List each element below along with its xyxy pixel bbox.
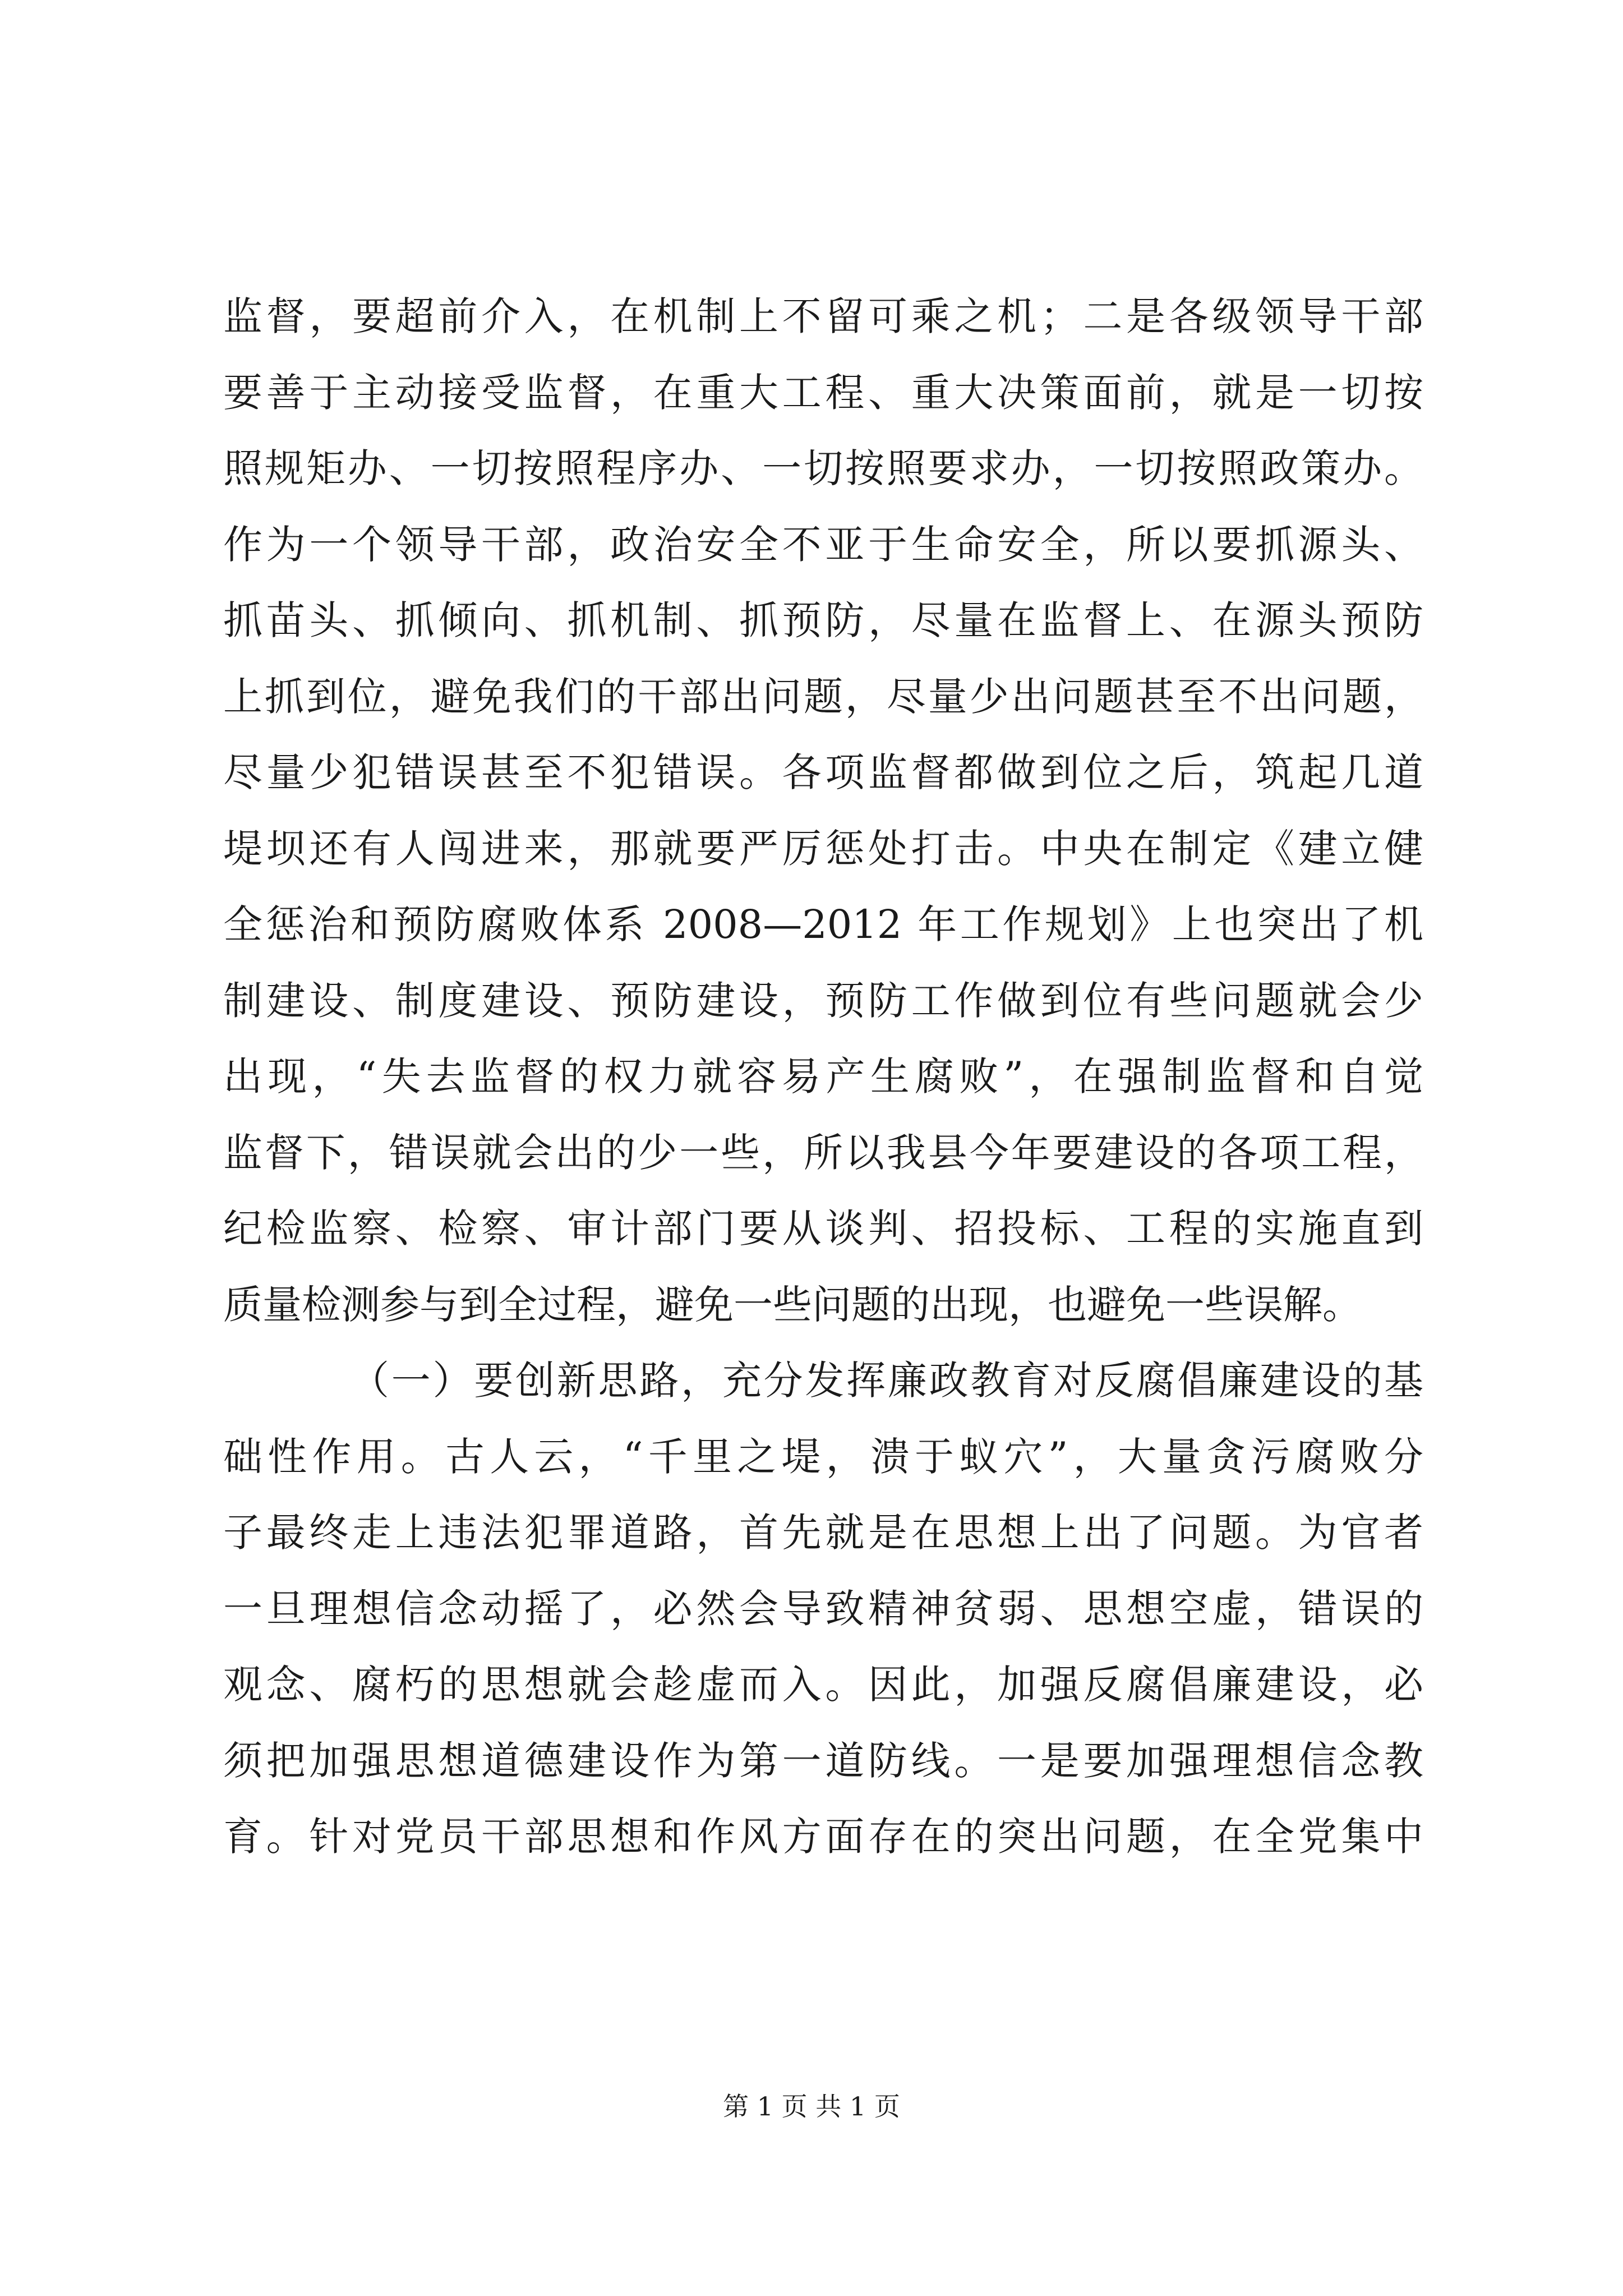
text-line: 出现，“失去监督的权力就容易产生腐败”，在强制监督和自觉	[223, 1053, 1423, 1099]
text-line: 监督，要超前介入，在机制上不留可乘之机；二是各级领导干部	[223, 293, 1423, 339]
body-text	[223, 289, 1423, 1886]
text-line: 质量检测参与到全过程，避免一些问题的出现，也避免一些误解。	[223, 1281, 1362, 1328]
text-line: 观念、腐朽的思想就会趁虚而入。因此，加强反腐倡廉建设，必	[223, 1662, 1423, 1708]
text-line: 全惩治和预防腐败体系 2008—2012 年工作规划》上也突出了机	[223, 901, 1423, 947]
text-line: 堤坝还有人闯进来，那就要严厉惩处打击。中央在制定《建立健	[223, 825, 1423, 872]
text-line: 作为一个领导干部，政治安全不亚于生命安全，所以要抓源头、	[223, 521, 1423, 568]
text-line: 纪检监察、检察、审计部门要从谈判、招投标、工程的实施直到	[223, 1205, 1423, 1251]
text-line: （一）要创新思路，充分发挥廉政教育对反腐倡廉建设的基	[350, 1358, 1423, 1404]
text-line: 制建设、制度建设、预防建设，预防工作做到位有些问题就会少	[223, 977, 1423, 1024]
page-footer: 第 1 页 共 1 页	[723, 2091, 900, 2122]
text-line: 抓苗头、抓倾向、抓机制、抓预防，尽量在监督上、在源头预防	[223, 597, 1423, 643]
text-line: 一旦理想信念动摇了，必然会导致精神贫弱、思想空虚，错误的	[223, 1585, 1423, 1632]
text-line: 育。针对党员干部思想和作风方面存在的突出问题，在全党集中	[223, 1814, 1423, 1860]
text-line: 上抓到位，避免我们的干部出问题，尽量少出问题甚至不出问题，	[223, 673, 1423, 720]
text-line: 础性作用。古人云，“千里之堤，溃于蚁穴”，大量贪污腐败分	[223, 1433, 1423, 1480]
text-line: 监督下，错误就会出的少一些，所以我县今年要建设的各项工程，	[223, 1129, 1423, 1176]
text-line: 尽量少犯错误甚至不犯错误。各项监督都做到位之后，筑起几道	[223, 749, 1423, 795]
text-line: 要善于主动接受监督，在重大工程、重大决策面前，就是一切按	[223, 369, 1423, 416]
text-line: 照规矩办、一切按照程序办、一切按照要求办，一切按照政策办。	[223, 445, 1423, 491]
text-line: 须把加强思想道德建设作为第一道防线。一是要加强理想信念教	[223, 1737, 1423, 1784]
text-line: 子最终走上违法犯罪道路，首先就是在思想上出了问题。为官者	[223, 1510, 1423, 1556]
